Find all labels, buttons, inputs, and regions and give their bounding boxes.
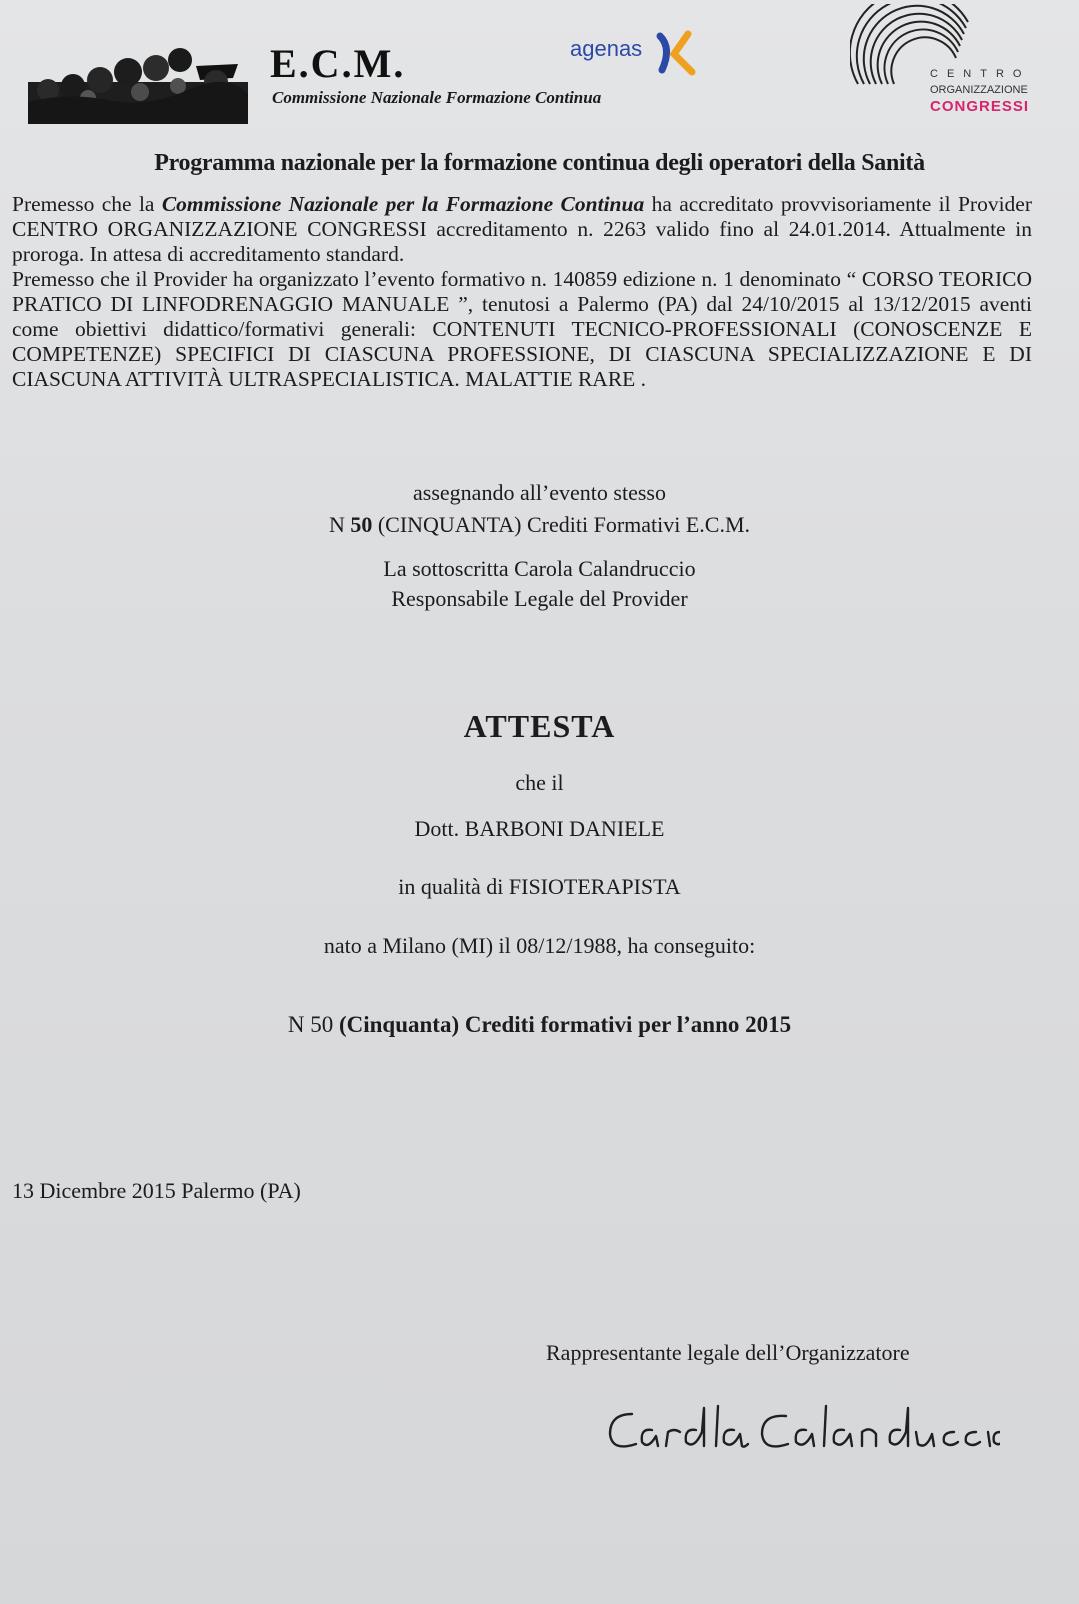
coc-logo-line1: CENTRO bbox=[930, 68, 1031, 80]
intro-paragraph-1 bbox=[12, 192, 1032, 267]
intro-p1-rest: ha accreditato provvisoriamente il Provider CENTRO ORGANIZZAZIONE CONGRESSI accreditamento n. 2263 valido fino al 24.01.2014. Attualmente in proroga. In attesa di accreditamento standard. bbox=[12, 192, 1033, 266]
recipient-birth: nato a Milano (MI) il 08/12/1988, ha conseguito: bbox=[323, 933, 756, 958]
attesta-heading: ATTESTA bbox=[463, 708, 616, 744]
handwritten-signature bbox=[600, 1400, 1000, 1460]
ecm-title: E.C.M. bbox=[270, 41, 406, 86]
intro-paragraph-2: Premesso che il Provider ha organizzato l’evento formativo n. 140859 edizione n. 1 denominato “ CORSO TEORICO PRATICO DI LINFODRENAGGIO MANUALE ”, tenutosi a Palermo (PA) dal 24/10/2015 al 13/12/2015 aventi come obiettivi didattico/formativi generali: CONTENUTI TECNICO-PROFESSIONALI (CONOSCENZE E COMPETENZE) SPECIFICI DI CIASCUNA PROFESSIONE, DI CIASCUNA SPECIALIZZAZIONE E DI CIASCUNA ATTIVITÀ ULTRASPECIALISTICA. MALATTIE RARE . bbox=[12, 267, 1032, 391]
credits-n-value: 50 bbox=[350, 512, 373, 537]
agenas-logo-text: agenas bbox=[570, 36, 643, 61]
credits-assigned bbox=[0, 512, 1079, 538]
ecm-subtitle: Commissione Nazionale Formazione Continua bbox=[272, 88, 602, 107]
legal-representative-label: Rappresentante legale dell’Organizzatore bbox=[546, 1340, 910, 1365]
recipient-name: Dott. BARBONI DANIELE bbox=[414, 816, 665, 841]
che-il: che il bbox=[515, 770, 564, 795]
assign-line: assegnando all’evento stesso bbox=[413, 480, 666, 505]
agenas-mark-icon bbox=[652, 28, 702, 78]
commission-name: Commissione Nazionale per la Formazione Continua bbox=[161, 192, 645, 216]
intro-p1-prefix: Premesso che la bbox=[12, 192, 162, 216]
signer-line-2: Responsabile Legale del Provider bbox=[391, 586, 688, 611]
credits-earned-text: (Cinquanta) Crediti formativi per l’anno 2015 bbox=[338, 1012, 792, 1037]
coc-logo-line3: CONGRESSI bbox=[930, 98, 1030, 115]
credits-rest: (CINQUANTA) Crediti Formativi E.C.M. bbox=[372, 512, 751, 537]
coc-logo-line2: ORGANIZZAZIONE bbox=[930, 84, 1028, 96]
program-title: Programma nazionale per la formazione continua degli operatori della Sanità bbox=[154, 150, 925, 176]
credits-earned bbox=[0, 1012, 1079, 1038]
intro-text bbox=[12, 192, 1032, 392]
ecm-figures-logo bbox=[28, 42, 248, 124]
credits-n-label: N bbox=[328, 512, 351, 537]
date-place: 13 Dicembre 2015 Palermo (PA) bbox=[12, 1178, 301, 1203]
signer-line-1: La sottoscritta Carola Calandruccio bbox=[383, 556, 696, 581]
credits-earned-prefix: N 50 bbox=[287, 1012, 339, 1037]
recipient-role: in qualità di FISIOTERAPISTA bbox=[398, 874, 681, 899]
